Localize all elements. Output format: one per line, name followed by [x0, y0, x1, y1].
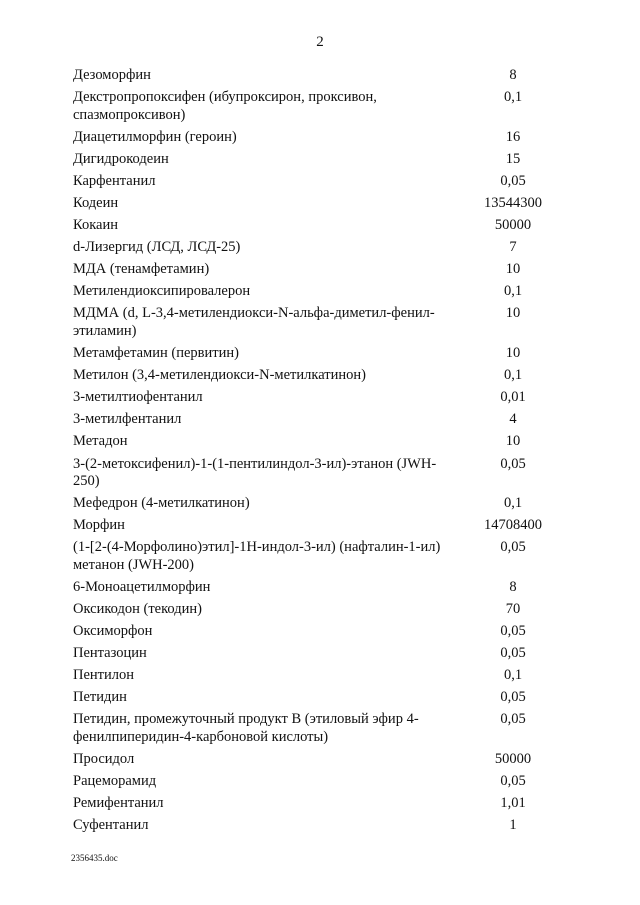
table-row: [73, 667, 573, 685]
substance-value: 0,1: [503, 667, 523, 684]
table-row: [73, 751, 573, 769]
substance-value: 0,05: [500, 711, 526, 728]
substance-value: 8: [509, 67, 517, 83]
substance-value: 10: [505, 345, 521, 362]
table-row: [73, 456, 573, 491]
table-row: [73, 89, 573, 124]
substance-value: 10: [505, 433, 521, 450]
table-row: [73, 173, 573, 191]
table-row: [73, 795, 573, 813]
substance-value: 0,05: [500, 623, 526, 640]
substance-value: 10: [505, 305, 521, 322]
substance-value: 0,05: [500, 172, 526, 189]
table-row: [73, 217, 573, 235]
table-row: [73, 345, 573, 363]
substance-value: 0,1: [503, 495, 523, 512]
substance-name: Декстропропоксифен (ибупроксирон, проксивон, спазмопроксивон): [73, 89, 377, 123]
substance-name: Мефедрон (4-метилкатинон): [73, 495, 250, 512]
table-row: [73, 517, 573, 535]
substance-name: Пентилон: [73, 667, 135, 684]
table-row: [73, 411, 573, 429]
substance-name: МДА (тенамфетамин): [73, 261, 210, 278]
substance-value: 8: [509, 578, 517, 595]
substance-table: [73, 67, 573, 839]
substance-value: 70: [505, 600, 521, 617]
substance-name: d-Лизергид (ЛСД, ЛСД-25): [73, 239, 241, 256]
substance-name: МДМА (d, L-3,4-метилендиокси-N-альфа-диметил-фенил-этиламин): [73, 305, 435, 339]
substance-value: 1: [509, 817, 517, 834]
document-filename: 2356435.doc: [71, 853, 118, 863]
table-row: [73, 367, 573, 385]
table-row: [73, 495, 573, 513]
substance-value: 15: [505, 150, 521, 167]
substance-value: 0,1: [503, 89, 523, 106]
substance-value: 50000: [494, 751, 532, 768]
substance-value: 1,01: [500, 795, 526, 812]
substance-value: 0,1: [503, 367, 523, 384]
table-row: [73, 539, 573, 574]
table-row: [73, 579, 573, 597]
table-row: [73, 261, 573, 279]
table-row: [73, 67, 573, 85]
substance-value: 0,05: [500, 539, 526, 556]
substance-name: Оксиморфон: [73, 623, 153, 640]
substance-name: Кокаин: [73, 217, 118, 234]
table-row: [73, 817, 573, 835]
substance-value: 13544300: [484, 194, 542, 211]
substance-name: 6-Моноацетилморфин: [73, 578, 211, 595]
table-row: [73, 239, 573, 257]
substance-name: Просидол: [73, 751, 135, 768]
table-row: [73, 623, 573, 641]
substance-name: 3-(2-метоксифенил)-1-(1-пентилиндол-3-ил)-этанон (JWH-250): [73, 455, 437, 489]
table-row: [73, 711, 573, 746]
substance-name: Ремифентанил: [73, 795, 164, 812]
page-number: 2: [316, 34, 324, 50]
table-row: [73, 151, 573, 169]
substance-name: Диацетилморфин (героин): [73, 128, 237, 145]
substance-value: 0,01: [500, 389, 526, 406]
substance-value: 16: [505, 128, 521, 145]
table-row: [73, 773, 573, 791]
substance-name: 3-метилтиофентанил: [73, 389, 203, 406]
substance-value: 0,05: [500, 645, 526, 662]
table-row: [73, 601, 573, 619]
table-row: [73, 195, 573, 213]
substance-name: 3-метилфентанил: [73, 411, 182, 428]
substance-value: 0,1: [503, 283, 523, 300]
substance-value: 4: [509, 411, 517, 428]
substance-name: Дигидрокодеин: [73, 150, 169, 167]
substance-value: 14708400: [484, 517, 542, 534]
substance-name: Оксикодон (текодин): [73, 600, 202, 617]
substance-value: 0,05: [500, 455, 526, 472]
substance-name: Морфин: [73, 517, 125, 534]
substance-name: Метамфетамин (первитин): [73, 345, 239, 362]
substance-name: Кодеин: [73, 194, 119, 211]
table-row: [73, 305, 573, 340]
table-row: [73, 283, 573, 301]
table-row: [73, 129, 573, 147]
substance-value: 0,05: [500, 773, 526, 790]
substance-value: 0,05: [500, 689, 526, 706]
table-row: [73, 645, 573, 663]
table-row: [73, 389, 573, 407]
substance-name: Рацеморамид: [73, 773, 157, 790]
substance-name: Метилон (3,4-метилендиокси-N-метилкатинон): [73, 367, 366, 384]
table-row: [73, 689, 573, 707]
substance-name: Пентазоцин: [73, 645, 147, 662]
substance-name: Дезоморфин: [73, 67, 151, 83]
substance-name: Метадон: [73, 433, 128, 450]
substance-value: 7: [509, 239, 517, 256]
substance-value: 10: [505, 261, 521, 278]
substance-name: Суфентанил: [73, 817, 149, 834]
substance-name: Карфентанил: [73, 172, 156, 189]
substance-name: (1-[2-(4-Морфолино)этил]-1Н-индол-3-ил) (нафталин-1-ил) метанон (JWH-200): [73, 539, 441, 573]
substance-name: Петидин, промежуточный продукт В (этиловый эфир 4-фенилпиперидин-4-карбоновой кислоты): [73, 711, 419, 745]
substance-name: Метилендиоксипировалерон: [73, 283, 251, 300]
substance-name: Петидин: [73, 689, 127, 706]
table-row: [73, 433, 573, 451]
substance-value: 50000: [494, 217, 532, 234]
